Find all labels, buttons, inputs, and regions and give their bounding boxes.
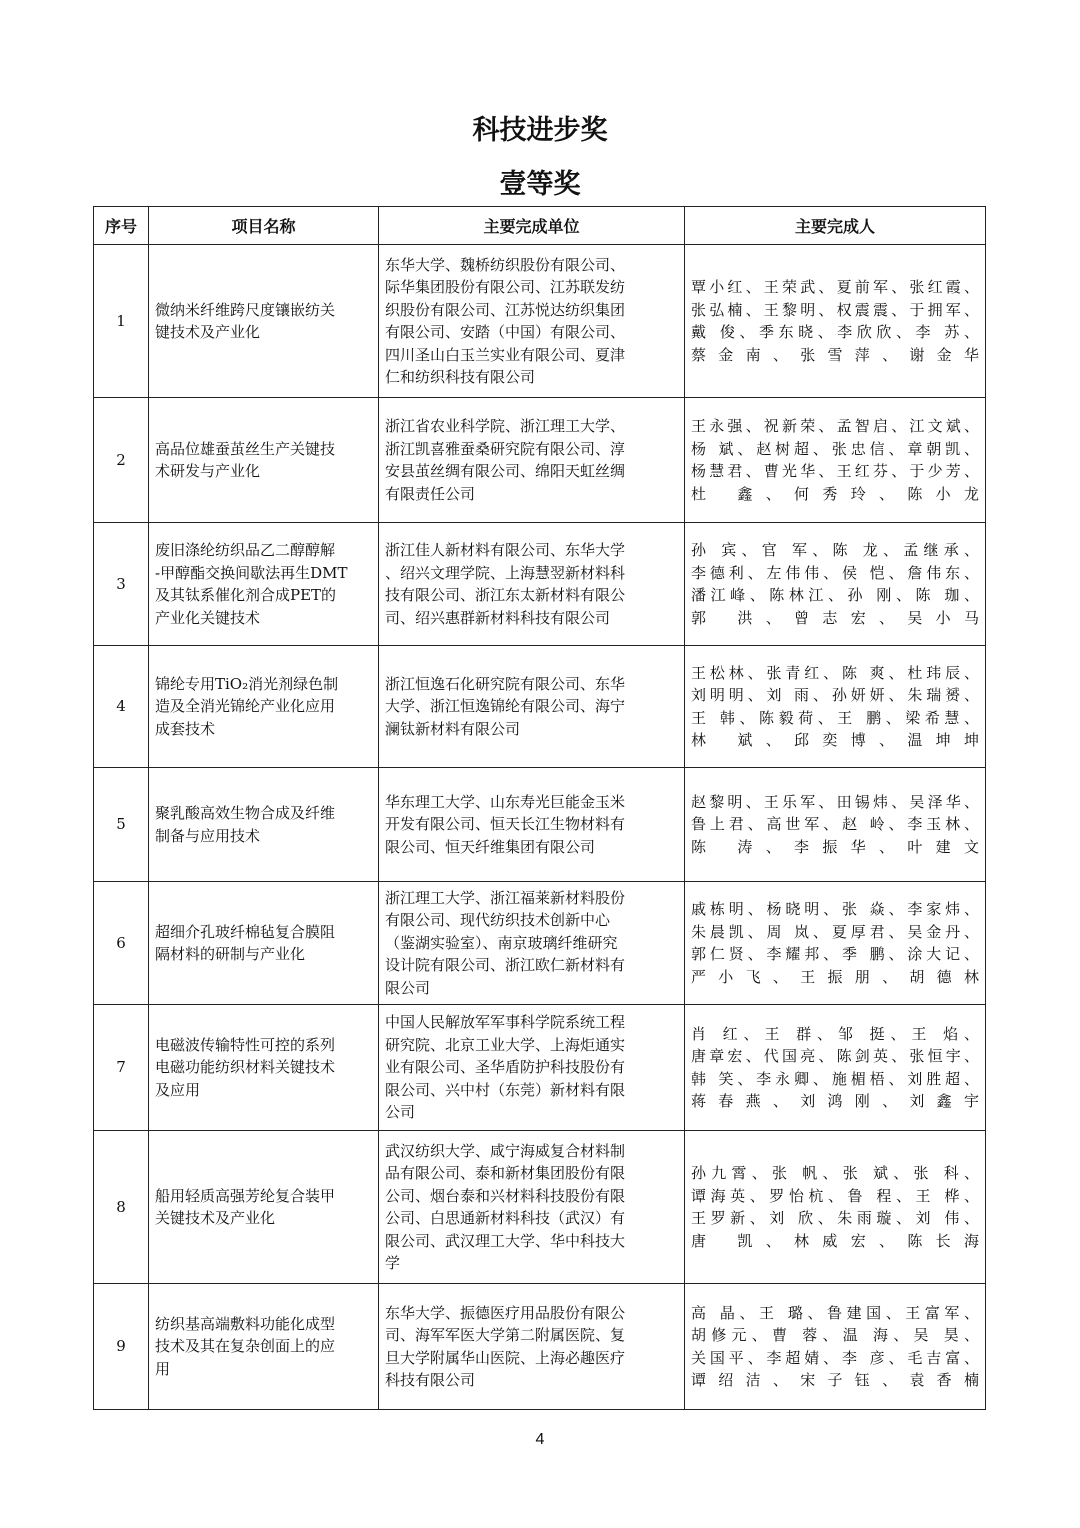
project-name-line: -甲醇酯交换间歇法再生DMT <box>155 563 348 582</box>
completing-units-line: 开发有限公司、恒天长江生物材料有 <box>385 815 626 834</box>
completing-people-line: 韩 笑、李永卿、施楣梧、刘胜超、 <box>691 1069 979 1088</box>
row-index: 2 <box>94 398 149 523</box>
completing-units-line: 限公司、恒天纤维集团有限公司 <box>385 837 596 856</box>
completing-units <box>379 523 685 646</box>
completing-people-line: 王永强、祝新荣、孟智启、江文斌、 <box>691 417 979 435</box>
completing-units-line: 浙江佳人新材料有限公司、东华大学 <box>385 541 626 559</box>
completing-people-line: 李德利、左伟伟、侯 恺、詹伟东、 <box>691 563 979 582</box>
completing-people-line: 王松林、张青红、陈 爽、杜玮辰、 <box>691 663 979 682</box>
completing-people-line: 戚栋明、杨晓明、张 焱、李家炜、 <box>691 900 979 918</box>
completing-people-line: 孙九霄、张 帆、张 斌、张 科、 <box>691 1164 979 1182</box>
completing-units-line: 限公司、武汉理工大学、华中科技大 <box>385 1231 626 1250</box>
project-name <box>149 882 379 1005</box>
completing-units-line: 大学、浙江恒逸锦纶有限公司、海宁 <box>385 697 626 716</box>
table-row <box>94 245 986 398</box>
completing-units <box>379 882 685 1005</box>
completing-units-line: 安县茧丝绸有限公司、绵阳天虹丝绸 <box>385 462 626 480</box>
completing-units-line: 限公司 <box>385 978 431 997</box>
completing-units-line: 有限责任公司 <box>385 484 476 503</box>
completing-units-line: 设计院有限公司、浙江欧仁新材料有 <box>385 956 626 975</box>
table-row <box>94 1131 986 1284</box>
completing-units-line: 织股份有限公司、江苏悦达纺织集团 <box>385 300 626 319</box>
completing-people-line: 胡修元、曹 蓉、温 海、吴 昊、 <box>691 1326 979 1344</box>
completing-people-line: 孙 宾、官 军、陈 龙、孟继承、 <box>691 541 979 559</box>
completing-units-line: 司、海军军医大学第二附属医院、复 <box>385 1326 626 1344</box>
header-index: 序号 <box>94 207 149 245</box>
project-name-line: 锦纶专用TiO₂消光剂绿色制 <box>155 674 339 693</box>
completing-people-line: 张弘楠、王黎明、权震震、于拥军、 <box>691 300 979 319</box>
completing-people-line: 戴 俊、季东晓、李欣欣、李 苏、 <box>691 323 979 341</box>
completing-people-line: 谭绍洁、宋子钰、袁香楠 <box>691 1371 979 1389</box>
page-title: 科技进步奖 <box>472 115 608 146</box>
project-name-line: 术研发与产业化 <box>155 462 261 480</box>
project-name <box>149 768 379 882</box>
table-row <box>94 398 986 523</box>
completing-people-line: 王罗新、刘 欣、朱雨璇、刘 伟、 <box>691 1209 979 1227</box>
row-index: 1 <box>94 245 149 398</box>
completing-people-line: 唐 凯、林威宏、陈长海 <box>691 1231 979 1250</box>
completing-units-line: 华东理工大学、山东寿光巨能金玉米 <box>385 792 626 811</box>
row-index: 6 <box>94 882 149 1005</box>
project-name <box>149 1131 379 1284</box>
row-index: 3 <box>94 523 149 646</box>
completing-people-line: 刘明明、刘 雨、孙妍妍、朱瑞赟、 <box>691 686 979 704</box>
completing-people <box>685 882 986 1005</box>
completing-people <box>685 646 986 768</box>
header-people: 主要完成人 <box>685 207 986 245</box>
project-name-line: 电磁波传输特性可控的系列 <box>155 1035 336 1054</box>
row-index: 4 <box>94 646 149 768</box>
project-name-line: 微纳米纤维跨尺度镶嵌纺关 <box>155 300 336 319</box>
project-name <box>149 1284 379 1410</box>
completing-units-line: 品有限公司、泰和新材集团股份有限 <box>385 1164 626 1182</box>
completing-units-line: 科技有限公司 <box>385 1371 476 1389</box>
completing-units-line: 公司、烟台泰和兴材料科技股份有限 <box>385 1186 626 1205</box>
completing-units-line: 业有限公司、圣华盾防护科技股份有 <box>385 1058 626 1077</box>
header-units: 主要完成单位 <box>379 207 685 245</box>
completing-people-line: 杜 鑫、何秀玲、陈小龙 <box>691 484 979 503</box>
completing-units-line: 旦大学附属华山医院、上海必趣医疗 <box>385 1348 626 1367</box>
project-name-line: 造及全消光锦纶产业化应用 <box>155 697 336 716</box>
completing-people-line: 严小飞、王振朋、胡德林 <box>691 967 979 986</box>
completing-units-line: 学 <box>385 1254 401 1272</box>
completing-units-line: （鉴湖实验室）、南京玻璃纤维研究 <box>385 933 618 952</box>
project-name-line: 成套技术 <box>155 719 216 738</box>
completing-units <box>379 1005 685 1131</box>
page-number: 4 <box>535 1431 545 1448</box>
table-row <box>94 1284 986 1410</box>
completing-people-line: 朱晨凯、周 岚、夏厚君、吴金丹、 <box>691 922 979 941</box>
completing-people <box>685 398 986 523</box>
project-name-line: 电磁功能纺织材料关键技术 <box>155 1058 336 1077</box>
project-name-line: 高品位雄蚕茧丝生产关键技 <box>155 439 336 458</box>
completing-units-line: 技有限公司、浙江东太新材料有限公 <box>385 586 626 604</box>
completing-people <box>685 1005 986 1131</box>
project-name-line: 关键技术及产业化 <box>155 1209 276 1227</box>
project-name <box>149 523 379 646</box>
completing-people <box>685 523 986 646</box>
completing-units-line: 东华大学、振德医疗用品股份有限公 <box>385 1303 626 1322</box>
project-name <box>149 245 379 398</box>
completing-people-line: 郭 洪、曾志宏、吴小马 <box>691 608 979 627</box>
completing-people-line: 谭海英、罗怡杭、鲁 程、王 桦、 <box>691 1186 979 1205</box>
project-name <box>149 398 379 523</box>
row-index: 7 <box>94 1005 149 1131</box>
completing-people-line: 杨 斌、赵树超、张忠信、章朝凯、 <box>691 439 979 458</box>
table-row <box>94 882 986 1005</box>
completing-units-line: 仁和纺织科技有限公司 <box>385 368 536 386</box>
project-name-line: 产业化关键技术 <box>155 608 261 627</box>
project-name-line: 及其钛系催化剂合成PET的 <box>155 586 337 604</box>
completing-units-line: 武汉纺织大学、咸宁海威复合材料制 <box>385 1141 626 1160</box>
completing-people <box>685 768 986 882</box>
completing-units-line: 公司、白思通新材料科技（武汉）有 <box>385 1209 626 1227</box>
completing-units-line: 浙江凯喜雅蚕桑研究院有限公司、淳 <box>385 439 626 458</box>
project-name-line: 制备与应用技术 <box>155 826 261 845</box>
project-name-line: 纺织基高端敷料功能化成型 <box>155 1314 336 1333</box>
award-table <box>93 206 986 1410</box>
table-row <box>94 646 986 768</box>
project-name-line: 聚乳酸高效生物合成及纤维 <box>155 804 336 822</box>
completing-units-line: 浙江省农业科学院、浙江理工大学、 <box>385 417 626 435</box>
completing-people-line: 关国平、李超婧、李 彦、毛吉富、 <box>691 1348 979 1367</box>
completing-people <box>685 1284 986 1410</box>
completing-units-line: 际华集团股份有限公司、江苏联发纺 <box>385 278 626 296</box>
completing-units-line: 、绍兴文理学院、上海慧翌新材料科 <box>385 563 626 582</box>
completing-units <box>379 1284 685 1410</box>
project-name-line: 超细介孔玻纤棉毡复合膜阻 <box>155 922 336 941</box>
completing-units-line: 研究院、北京工业大学、上海炬通实 <box>385 1035 626 1054</box>
project-name-line: 键技术及产业化 <box>155 323 261 341</box>
project-name-line: 及应用 <box>155 1080 201 1099</box>
row-index: 8 <box>94 1131 149 1284</box>
completing-units-line: 中国人民解放军军事科学院系统工程 <box>385 1013 626 1032</box>
table-header-row <box>94 207 986 245</box>
completing-people-line: 王 韩、陈毅荷、王 鹏、梁希慧、 <box>691 708 979 727</box>
completing-people <box>685 1131 986 1284</box>
completing-units <box>379 245 685 398</box>
completing-units-line: 东华大学、魏桥纺织股份有限公司、 <box>385 255 626 274</box>
completing-people-line: 杨慧君、曹光华、王红芬、于少芳、 <box>691 462 979 480</box>
completing-people-line: 潘江峰、陈林江、孙 刚、陈 珈、 <box>691 586 979 604</box>
completing-units-line: 澜钛新材料有限公司 <box>385 719 521 738</box>
completing-people-line: 鲁上君、高世军、赵 岭、李玉林、 <box>691 815 979 834</box>
completing-people-line: 林 斌、邱奕博、温坤坤 <box>691 731 979 749</box>
table-row <box>94 1005 986 1131</box>
project-name <box>149 646 379 768</box>
completing-people-line: 郭仁贤、李耀邦、季 鹏、涂大记、 <box>691 945 979 963</box>
completing-people-line: 高 晶、王 璐、鲁建国、王富军、 <box>691 1303 979 1322</box>
page-subtitle: 壹等奖 <box>499 169 581 200</box>
completing-units <box>379 1131 685 1284</box>
completing-units-line: 浙江理工大学、浙江福莱新材料股份 <box>385 888 626 907</box>
completing-units-line: 浙江恒逸石化研究院有限公司、东华 <box>385 674 626 693</box>
project-name-line: 废旧涤纶纺织品乙二醇醇解 <box>155 541 336 559</box>
completing-people-line: 唐章宏、代国亮、陈剑英、张恒宇、 <box>691 1047 979 1065</box>
completing-people <box>685 245 986 398</box>
completing-people-line: 覃小红、王荣武、夏前军、张红霞、 <box>691 278 979 296</box>
completing-people-line: 赵黎明、王乐军、田锡炜、吴泽华、 <box>691 792 979 811</box>
completing-people-line: 肖 红、王 群、邹 挺、王 焰、 <box>691 1024 979 1043</box>
completing-units-line: 有限公司、现代纺织技术创新中心 <box>385 911 611 930</box>
row-index: 5 <box>94 768 149 882</box>
completing-units-line: 四川圣山白玉兰实业有限公司、夏津 <box>385 345 626 364</box>
table-row <box>94 523 986 646</box>
completing-people-line: 蒋春燕、刘鸿刚、刘鑫宇 <box>691 1092 979 1110</box>
project-name <box>149 1005 379 1131</box>
project-name-line: 技术及其在复杂创面上的应 <box>155 1337 336 1356</box>
completing-units-line: 司、绍兴惠群新材料科技有限公司 <box>385 608 611 627</box>
completing-units-line: 有限公司、安踏（中国）有限公司、 <box>385 323 626 341</box>
project-name-line: 船用轻质高强芳纶复合装甲 <box>155 1186 336 1205</box>
table-row <box>94 768 986 882</box>
completing-units <box>379 646 685 768</box>
header-project-name: 项目名称 <box>149 207 379 245</box>
project-name-line: 隔材料的研制与产业化 <box>155 945 306 963</box>
completing-units <box>379 768 685 882</box>
completing-people-line: 陈 涛、李振华、叶建文 <box>691 837 979 856</box>
completing-people-line: 蔡金南、张雪萍、谢金华 <box>691 345 979 364</box>
completing-units <box>379 398 685 523</box>
completing-units-line: 限公司、兴中村（东莞）新材料有限 <box>385 1080 626 1099</box>
row-index: 9 <box>94 1284 149 1410</box>
completing-units-line: 公司 <box>385 1103 416 1122</box>
project-name-line: 用 <box>155 1359 171 1378</box>
